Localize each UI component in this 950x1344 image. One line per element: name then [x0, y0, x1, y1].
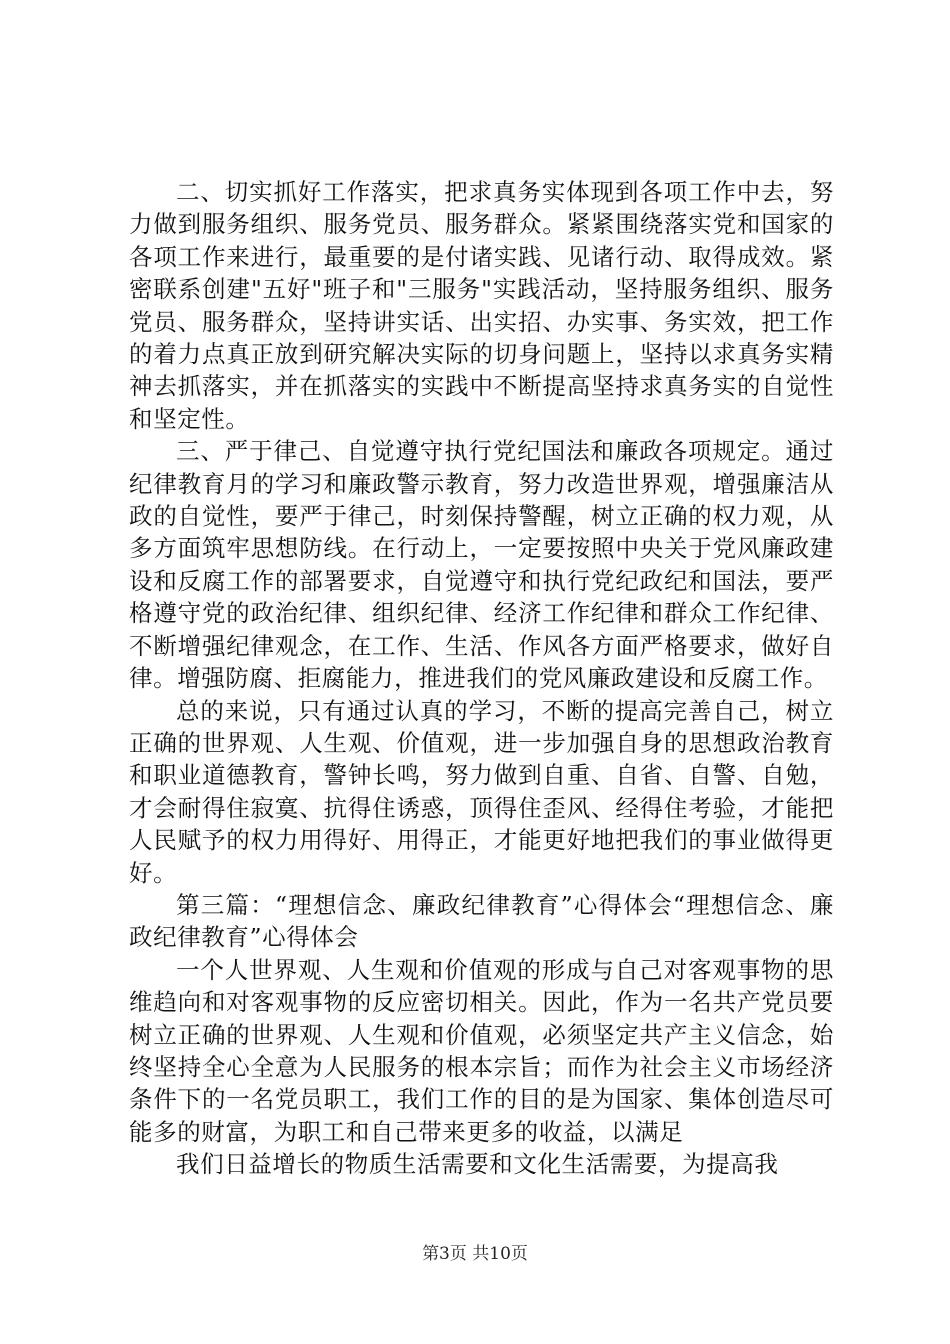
- paragraph-worldview: 一个人世界观、人生观和价值观的形成与自己对客观事物的思维趋向和对客观事物的反应密切相关。因此，作为一名共产党员要树立正确的世界观、人生观和价值观，必须坚定共产主义信念，始终坚持全心全意为人民服务的根本宗旨；而作为社会主义市场经济条件下的一名党员职工，我们工作的目的是为国家、集体创造尽可能多的财富，为职工和自己带来更多的收益，以满足: [129, 955, 834, 1146]
- paragraph-summary: 总的来说，只有通过认真的学习，不断的提高完善自己，树立正确的世界观、人生观、价值观，进一步加强自身的思想政治教育和职业道德教育，警钟长鸣，努力做到自重、自省、自警、自勉，才会耐得住寂寞、抗得住诱惑，顶得住歪风、经得住考验，才能把人民赋予的权力用得好、用得正，才能更好地把我们的事业做得更好。: [129, 696, 834, 887]
- paragraph-continuation: 我们日益增长的物质生活需要和文化生活需要，为提高我: [176, 1150, 779, 1179]
- page-number-footer: 第3页 共10页: [422, 1244, 528, 1264]
- paragraph-section-three: 三、严于律己、自觉遵守执行党纪国法和廉政各项规定。通过纪律教育月的学习和廉政警示教育，努力改造世界观，增强廉洁从政的自觉性，要严于律己，时刻保持警醒，树立正确的权力观，从多方面筑牢思想防线。在行动上，一定要按照中央关于党风廉政建设和反腐工作的部署要求，自觉遵守和执行党纪政纪和国法，要严格遵守党的政治纪律、组织纪律、经济工作纪律和群众工作纪律、不断增强纪律观念，在工作、生活、作风各方面严格要求，做好自律。增强防腐、拒腐能力，推进我们的党风廉政建设和反腐工作。: [129, 437, 834, 693]
- paragraph-section-two: 二、切实抓好工作落实，把求真务实体现到各项工作中去，努力做到服务组织、服务党员、服务群众。紧紧围绕落实党和国家的各项工作来进行，最重要的是付诸实践、见诸行动、取得成效。紧密联系创建"五好"班子和"三服务"实践活动，坚持服务组织、服务党员、服务群众，坚持讲实话、出实招、办实事、务实效，把工作的着力点真正放到研究解决实际的切身问题上，坚持以求真务实精神去抓落实，并在抓落实的实践中不断提高坚持求真务实的自觉性和坚定性。: [129, 178, 834, 433]
- paragraph-part-three-title: 第三篇：“理想信念、廉政纪律教育”心得体会“理想信念、廉政纪律教育”心得体会: [129, 890, 834, 952]
- document-body: [129, 176, 834, 1181]
